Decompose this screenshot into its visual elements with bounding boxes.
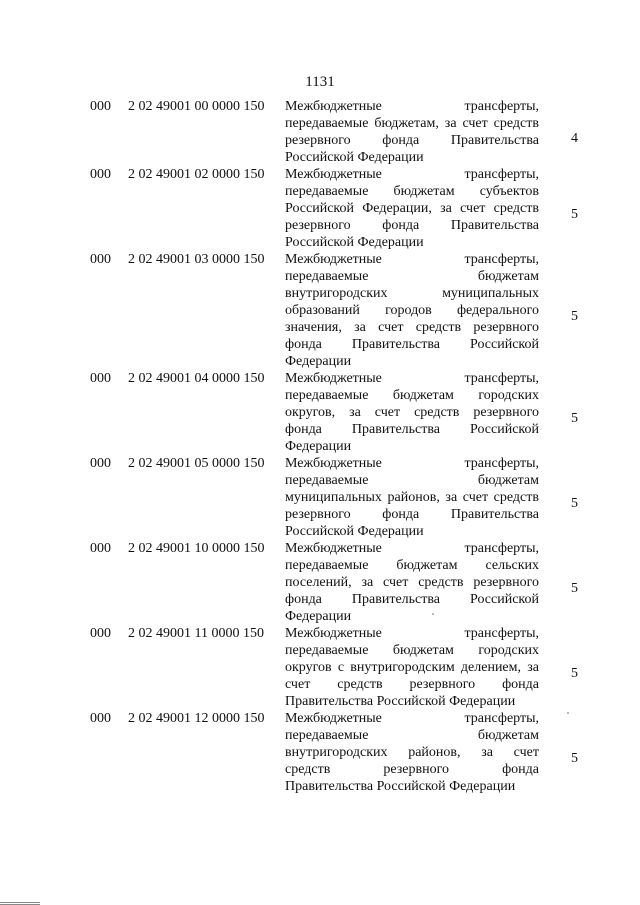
- revenue-name-line: Межбюджетные трансферты,: [285, 626, 539, 641]
- revenue-name-line: Межбюджетные трансферты,: [285, 541, 539, 556]
- table-row: [0, 251, 640, 370]
- admin-code: 000: [90, 711, 111, 726]
- revenue-name-line: Межбюджетные трансферты,: [285, 99, 539, 114]
- revenue-name-line: фонда Правительства Российской: [285, 592, 539, 607]
- revenue-name-line: Российской Федерации: [285, 235, 424, 250]
- admin-code: 000: [90, 371, 111, 386]
- revenue-name-line: внутригородских муниципальных: [285, 286, 539, 301]
- revenue-name-line: Российской Федерации: [285, 150, 424, 165]
- table-row: [0, 98, 640, 166]
- revenue-name-line: Межбюджетные трансферты,: [285, 456, 539, 471]
- revenue-name-line: Российской Федерации, за счет средств: [285, 201, 539, 216]
- revenue-name-line: Правительства Российской Федерации: [285, 694, 516, 709]
- admin-code: 000: [90, 626, 111, 641]
- table-row: [0, 455, 640, 540]
- admin-code: 000: [90, 541, 111, 556]
- group-number: 5: [571, 309, 578, 324]
- revenue-name-line: средств резервного фонда: [285, 762, 539, 777]
- revenue-name-line: значения, за счет средств резервного: [285, 320, 539, 335]
- admin-code: 000: [90, 99, 111, 114]
- revenue-name-line: внутригородских районов, за счет: [285, 745, 539, 760]
- revenue-name: [285, 455, 539, 540]
- budget-classification-code: 2 02 49001 03 0000 150: [128, 252, 265, 267]
- group-number: 5: [571, 411, 578, 426]
- budget-classification-code: 2 02 49001 12 0000 150: [128, 711, 265, 726]
- revenue-name-line: округов с внутригородским делением, за: [285, 660, 539, 675]
- admin-code: 000: [90, 456, 111, 471]
- page-number: 1131: [305, 74, 335, 90]
- revenue-name-line: Межбюджетные трансферты,: [285, 371, 539, 386]
- table-row: [0, 370, 640, 455]
- revenue-name-line: Правительства Российской Федерации: [285, 779, 516, 794]
- revenue-name-line: передаваемые бюджетам городских: [285, 643, 539, 658]
- revenue-name-line: передаваемые бюджетам: [285, 728, 539, 743]
- revenue-name: [285, 370, 539, 455]
- budget-classification-code: 2 02 49001 10 0000 150: [128, 541, 265, 556]
- budget-classification-code: 2 02 49001 02 0000 150: [128, 167, 265, 182]
- revenue-name-line: Федерации: [285, 354, 352, 369]
- revenue-name: [285, 625, 539, 710]
- group-number: 4: [571, 131, 578, 146]
- revenue-name-line: передаваемые бюджетам городских: [285, 388, 539, 403]
- admin-code: 000: [90, 167, 111, 182]
- revenue-name-line: фонда Правительства Российской: [285, 337, 539, 352]
- table-row: [0, 540, 640, 625]
- revenue-name-line: муниципальных районов, за счет средств: [285, 490, 539, 505]
- revenue-name-line: передаваемые бюджетам: [285, 269, 539, 284]
- revenue-name-line: передаваемые бюджетам, за счет средств: [285, 116, 539, 131]
- table-row: [0, 166, 640, 251]
- group-number: 5: [571, 496, 578, 511]
- revenue-name-line: резервного фонда Правительства: [285, 507, 539, 522]
- revenue-name-line: резервного фонда Правительства: [285, 133, 539, 148]
- revenue-name-line: фонда Правительства Российской: [285, 422, 539, 437]
- revenue-name-line: Межбюджетные трансферты,: [285, 252, 539, 267]
- admin-code: 000: [90, 252, 111, 267]
- scan-speck: [567, 712, 569, 714]
- budget-classification-code: 2 02 49001 00 0000 150: [128, 99, 265, 114]
- revenue-name-line: поселений, за счет средств резервного: [285, 575, 539, 590]
- revenue-name-line: Федерации: [285, 609, 352, 624]
- budget-classification-code: 2 02 49001 04 0000 150: [128, 371, 265, 386]
- revenue-name-line: округов, за счет средств резервного: [285, 405, 539, 420]
- revenue-name-line: счет средств резервного фонда: [285, 677, 539, 692]
- revenue-name: [285, 710, 539, 795]
- table-row: [0, 710, 640, 795]
- budget-code-table: [0, 98, 640, 795]
- group-number: 5: [571, 581, 578, 596]
- revenue-name: [285, 98, 539, 166]
- revenue-name-line: Межбюджетные трансферты,: [285, 167, 539, 182]
- revenue-name-line: образований городов федерального: [285, 303, 539, 318]
- group-number: 5: [571, 207, 578, 222]
- group-number: 5: [571, 666, 578, 681]
- scan-speck: [432, 613, 434, 615]
- revenue-name: [285, 251, 539, 370]
- revenue-name-line: Межбюджетные трансферты,: [285, 711, 539, 726]
- revenue-name-line: Российской Федерации: [285, 524, 424, 539]
- revenue-name-line: Федерации: [285, 439, 352, 454]
- revenue-name: [285, 166, 539, 251]
- scan-edge-mark: [0, 902, 40, 903]
- budget-classification-code: 2 02 49001 11 0000 150: [128, 626, 264, 641]
- revenue-name-line: передаваемые бюджетам субъектов: [285, 184, 539, 199]
- group-number: 5: [571, 751, 578, 766]
- table-row: [0, 625, 640, 710]
- revenue-name-line: резервного фонда Правительства: [285, 218, 539, 233]
- budget-classification-code: 2 02 49001 05 0000 150: [128, 456, 265, 471]
- revenue-name: [285, 540, 539, 625]
- revenue-name-line: передаваемые бюджетам сельских: [285, 558, 539, 573]
- revenue-name-line: передаваемые бюджетам: [285, 473, 539, 488]
